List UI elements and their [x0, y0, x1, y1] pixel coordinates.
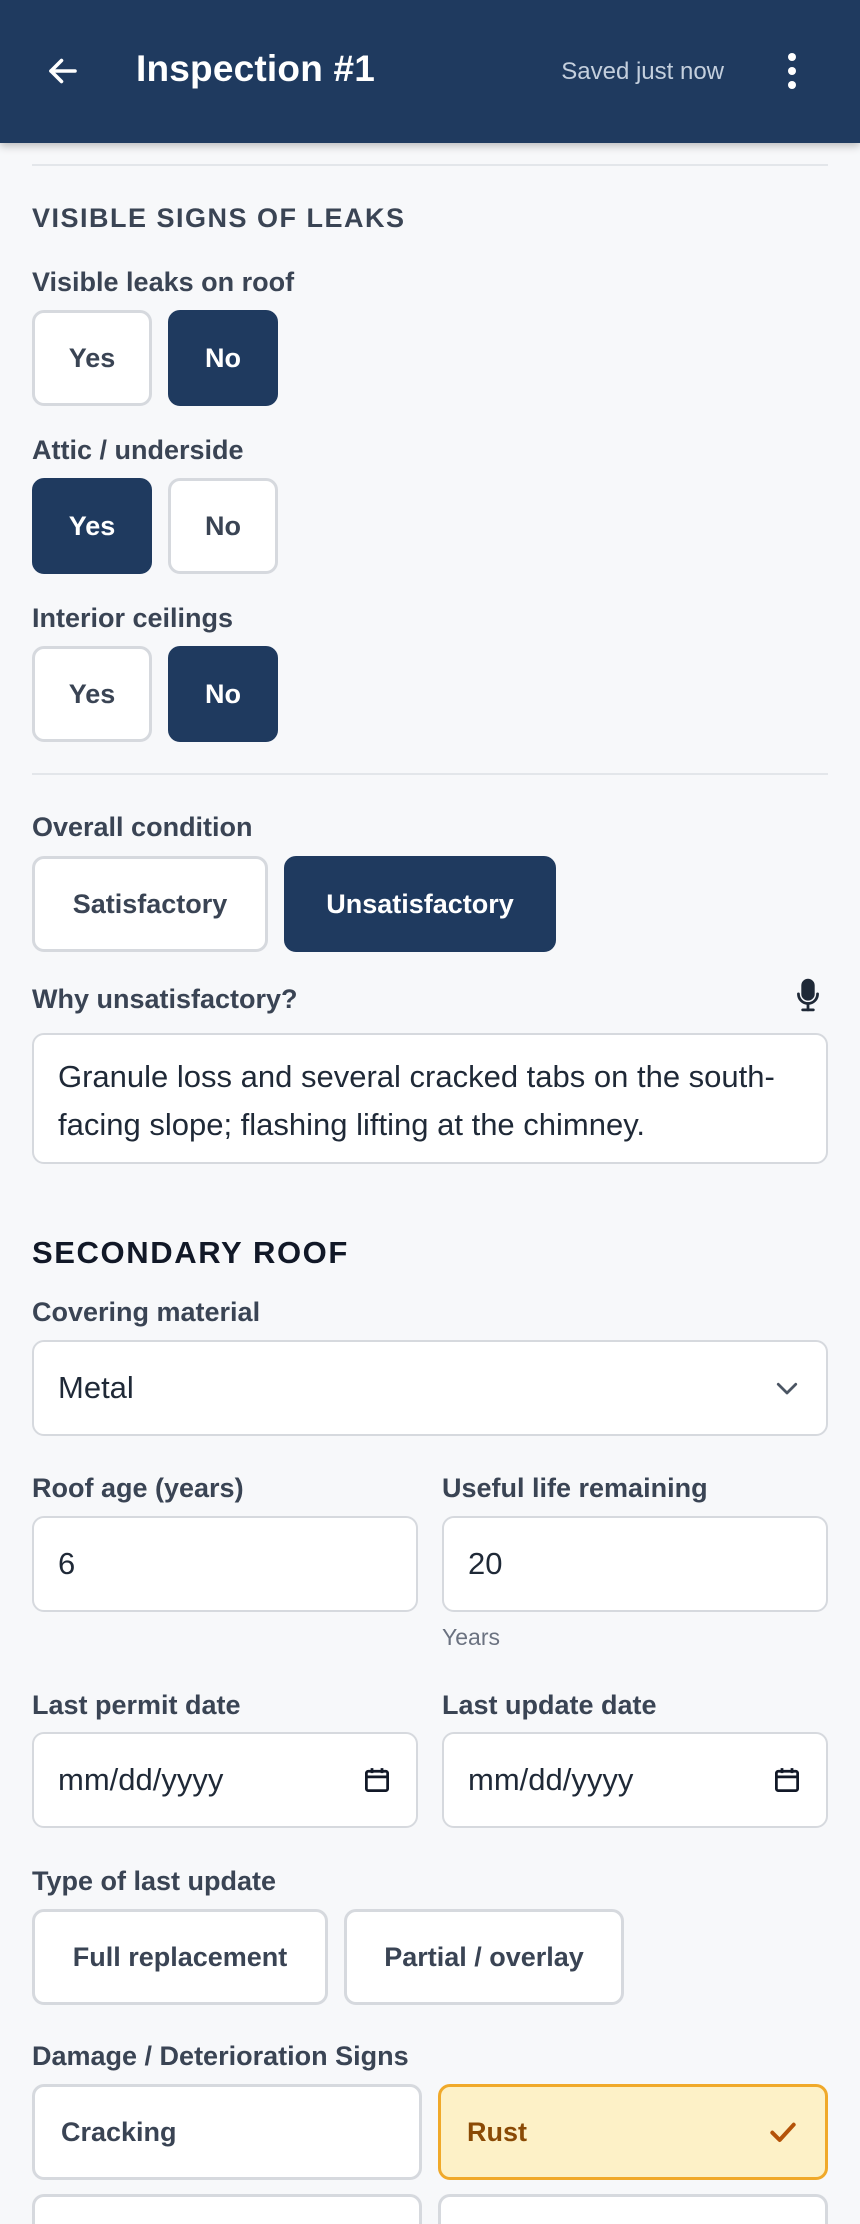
- damage-signs-label: Damage / Deterioration Signs: [32, 2041, 409, 2071]
- calendar-icon[interactable]: [772, 1765, 802, 1795]
- covering-material-value: Metal: [58, 1370, 134, 1405]
- divider: [32, 773, 828, 775]
- arrow-left-icon: [45, 53, 81, 89]
- why-unsatisfactory-textarea[interactable]: Granule loss and several cracked tabs on the south-facing slope; flashing lifting at the chimney.: [32, 1033, 828, 1164]
- type-of-last-update-label: Type of last update: [32, 1866, 277, 1896]
- attic-no-button[interactable]: No: [168, 478, 278, 574]
- microphone-icon: [795, 978, 821, 1012]
- full-replacement-button[interactable]: Full replacement: [32, 1909, 328, 2005]
- question-label-roof-leaks: Visible leaks on roof: [32, 267, 295, 297]
- why-unsatisfactory-label: Why unsatisfactory?: [32, 984, 298, 1014]
- date-placeholder: mm/dd/yyyy: [468, 1762, 634, 1797]
- section-title-secondary-roof: SECONDARY ROOF: [32, 1235, 349, 1270]
- last-update-date-label: Last update date: [442, 1690, 657, 1720]
- question-label-ceilings: Interior ceilings: [32, 603, 234, 633]
- damage-option[interactable]: [438, 2194, 828, 2224]
- question-label-attic: Attic / underside: [32, 435, 244, 465]
- roof-age-input[interactable]: 6: [32, 1516, 418, 1612]
- damage-option[interactable]: [32, 2194, 422, 2224]
- last-permit-date-input[interactable]: [32, 1732, 418, 1828]
- calendar-icon[interactable]: [362, 1765, 392, 1795]
- app-bar: [0, 0, 860, 143]
- overall-condition-label: Overall condition: [32, 812, 253, 842]
- partial-overlay-button[interactable]: Partial / overlay: [344, 1909, 624, 2005]
- back-button[interactable]: [30, 38, 96, 104]
- checkmark-icon: [767, 2116, 799, 2148]
- page-title: Inspection #1: [136, 48, 376, 89]
- damage-option-cracking[interactable]: Cracking: [32, 2084, 422, 2180]
- chevron-down-icon: [772, 1373, 802, 1403]
- unsatisfactory-button[interactable]: Unsatisfactory: [284, 856, 556, 952]
- more-vertical-icon: [786, 51, 798, 91]
- useful-life-hint: Years: [442, 1624, 500, 1650]
- covering-material-label: Covering material: [32, 1297, 261, 1327]
- useful-life-input[interactable]: 20: [442, 1516, 828, 1612]
- ceilings-yes-button[interactable]: Yes: [32, 646, 152, 742]
- date-placeholder: mm/dd/yyyy: [58, 1762, 224, 1797]
- roof-age-label: Roof age (years): [32, 1473, 244, 1503]
- more-menu-button[interactable]: [768, 42, 816, 100]
- roof-leaks-yes-button[interactable]: Yes: [32, 310, 152, 406]
- attic-yes-button[interactable]: Yes: [32, 478, 152, 574]
- section-title-leaks: VISIBLE SIGNS OF LEAKS: [32, 203, 406, 233]
- last-permit-date-label: Last permit date: [32, 1690, 241, 1720]
- satisfactory-button[interactable]: Satisfactory: [32, 856, 268, 952]
- covering-material-select[interactable]: [32, 1340, 828, 1436]
- roof-leaks-no-button[interactable]: No: [168, 310, 278, 406]
- damage-option-label: Rust: [467, 2116, 527, 2147]
- divider: [32, 164, 828, 166]
- save-status: Saved just now: [561, 58, 724, 85]
- damage-option-rust[interactable]: [438, 2084, 828, 2180]
- ceilings-no-button[interactable]: No: [168, 646, 278, 742]
- last-update-date-input[interactable]: [442, 1732, 828, 1828]
- dictate-button[interactable]: [788, 975, 828, 1015]
- useful-life-label: Useful life remaining: [442, 1473, 708, 1503]
